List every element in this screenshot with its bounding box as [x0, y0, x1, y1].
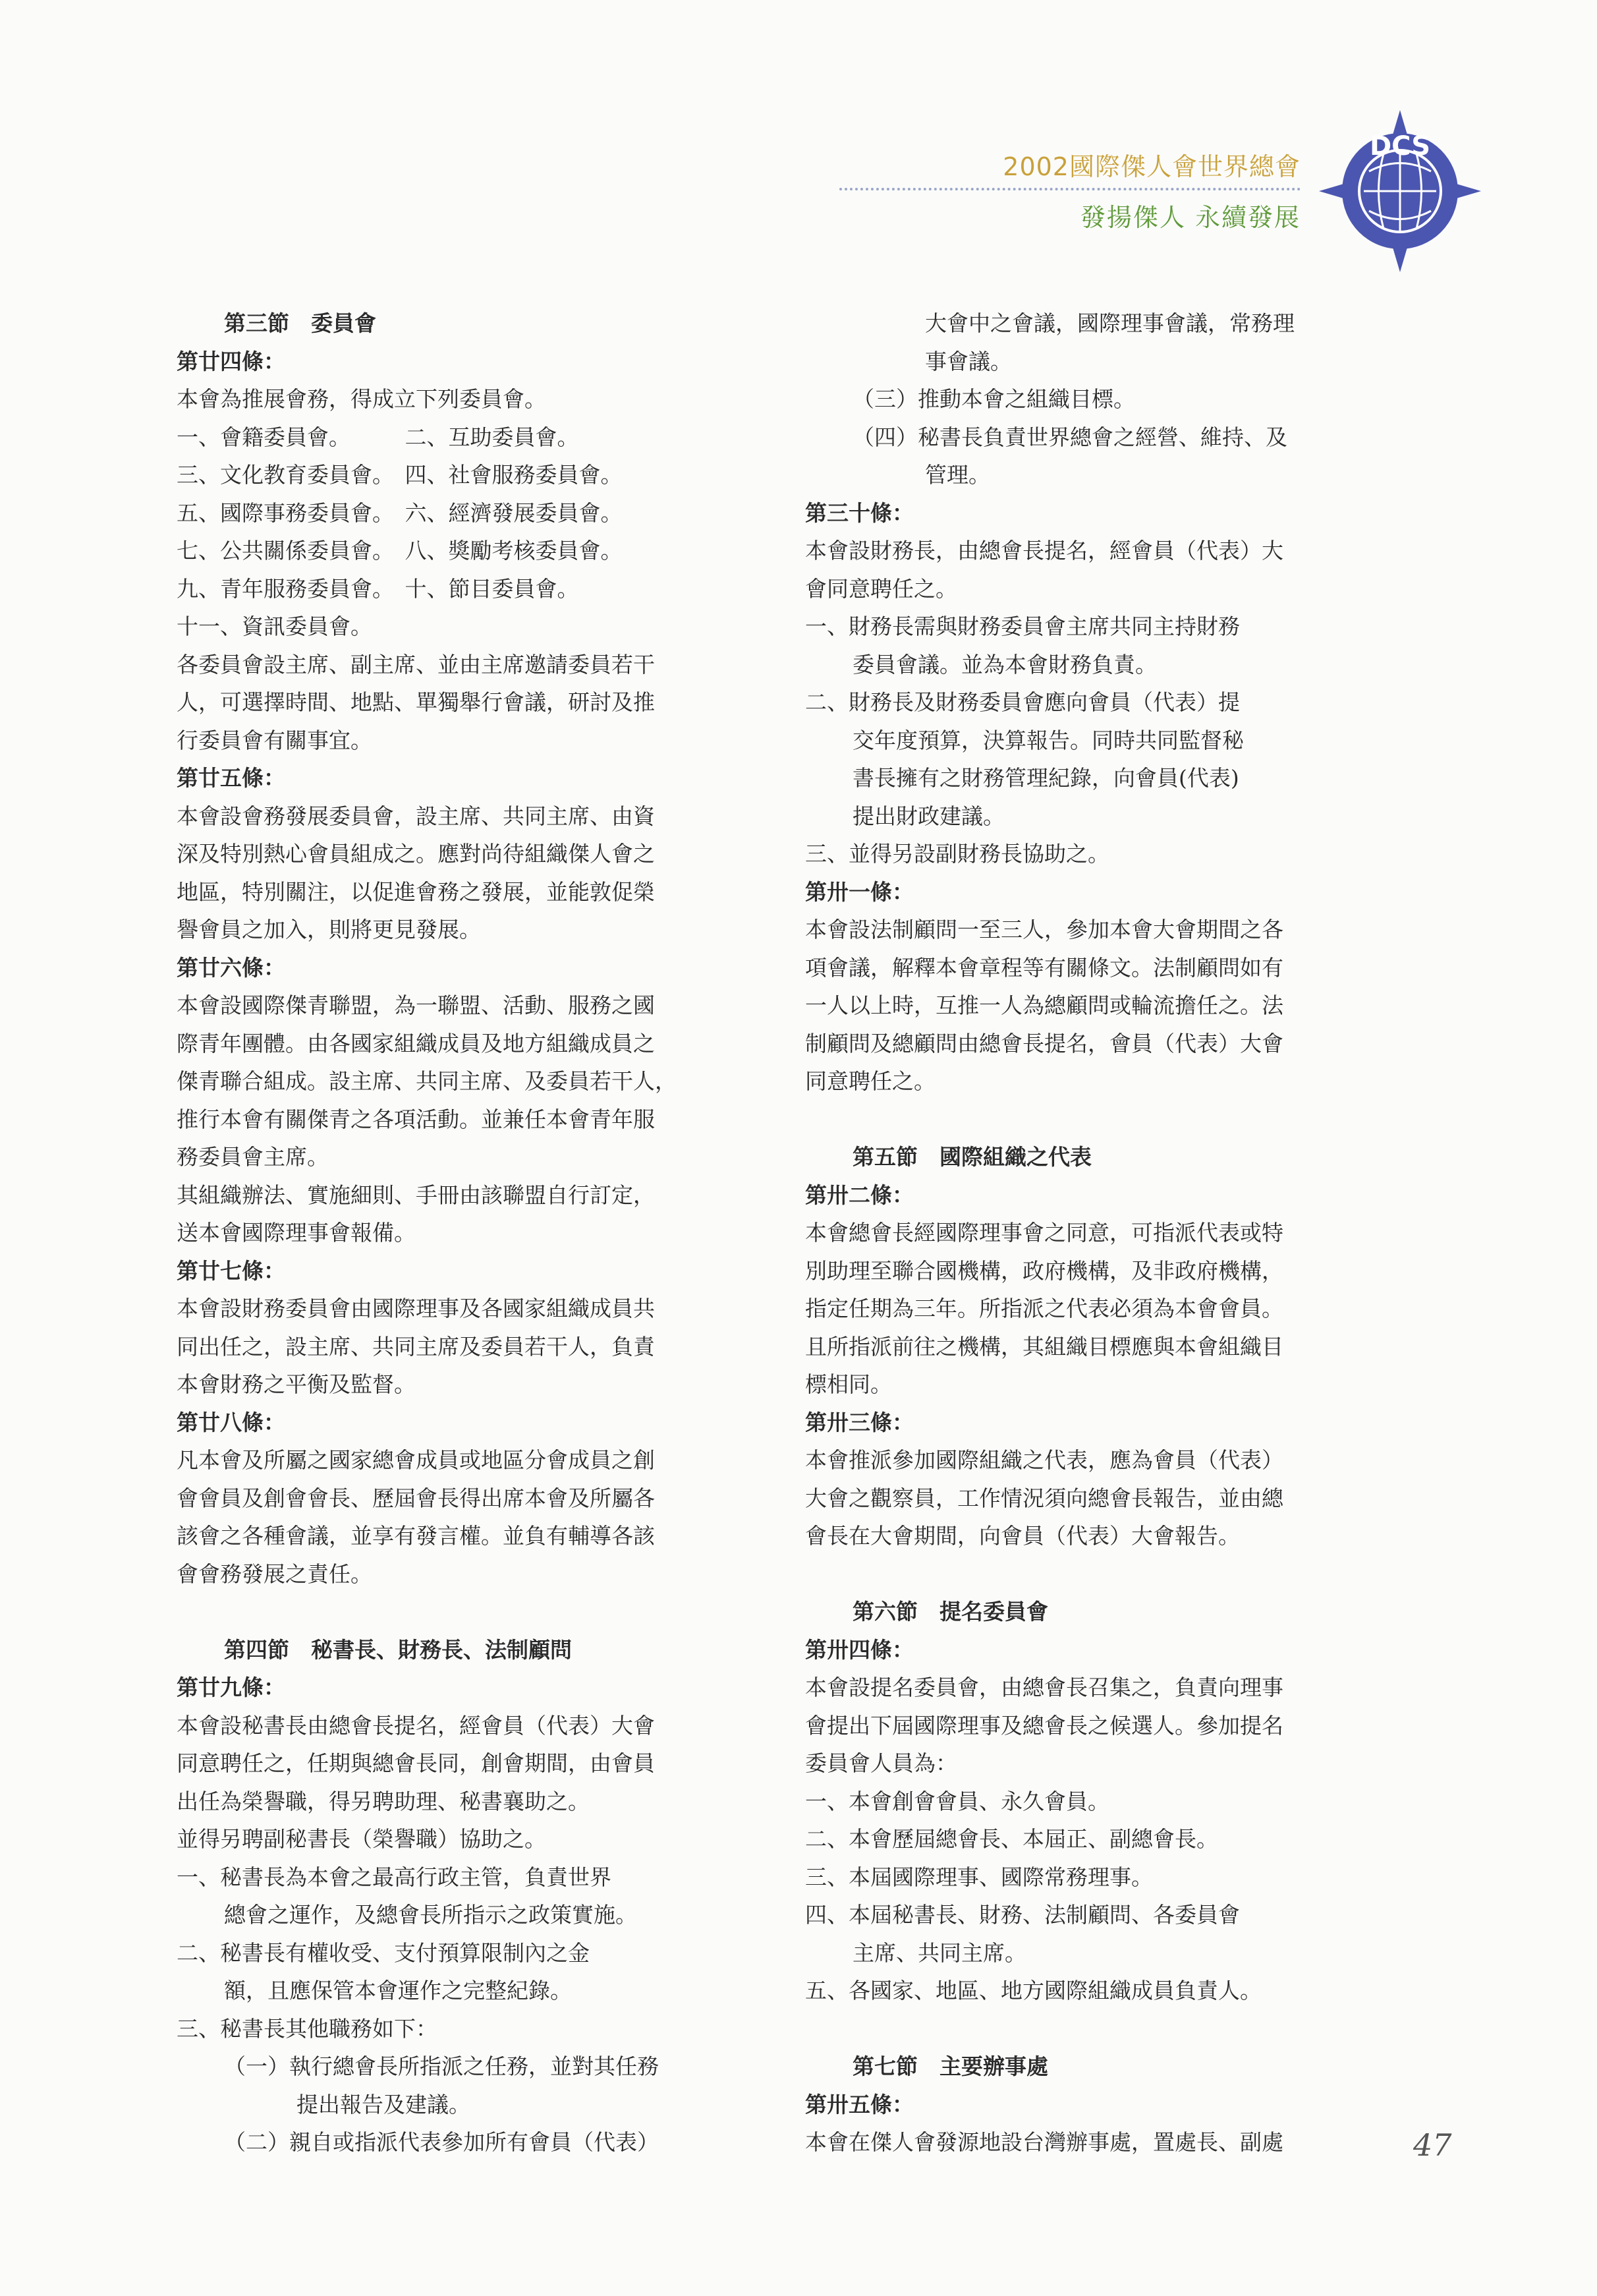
left-text-line: 一、秘書長為本會之最高行政主管，負責世界: [177, 1864, 611, 1890]
dcs-logo-icon: [1318, 109, 1482, 273]
right-text-line: 本會設財務長，由總會長提名，經會員（代表）大: [805, 538, 1283, 563]
right-spacer: [805, 2010, 1365, 2048]
left-text-line: 本會設財務委員會由國際理事及各國家組織成員共: [177, 1296, 655, 1321]
right-section-heading: 第五節 國際組織之代表: [853, 1144, 1092, 1170]
left-article-heading: 第廿八條：: [177, 1409, 285, 1435]
left-section-heading: 第三節 委員會: [224, 310, 376, 336]
logo-text: DCS: [1369, 131, 1431, 161]
page-header: [839, 146, 1301, 233]
right-text-line: 制顧問及總顧問由總會長提名，會員（代表）大會: [805, 1030, 1283, 1056]
right-text-line: 會同意聘任之。: [805, 575, 957, 602]
page-number: 47: [1413, 2127, 1452, 2163]
left-text-line: 二、秘書長有權收受、支付預算限制內之金: [177, 1939, 590, 1966]
right-text-line: 會提出下屆國際理事及總會長之候選人。參加提名: [805, 1712, 1283, 1738]
left-text-line: 人，可選擇時間、地點、單獨舉行會議，研討及推: [177, 689, 655, 715]
right-text-line: 大會之觀察員，工作情況須向總會長報告，並由總: [805, 1485, 1283, 1511]
left-text-line: 三、秘書長其他職務如下：: [177, 2015, 437, 2042]
left-text-line: 其組織辦法、實施細則、手冊由該聯盟自行訂定，: [177, 1182, 655, 1208]
left-text-line: 地區，特別關注，以促進會務之發展，並能敦促榮: [177, 878, 655, 905]
left-text-line: 務委員會主席。: [177, 1144, 329, 1170]
left-text-line: 本會財務之平衡及監督。: [177, 1371, 416, 1397]
right-text-line: 主席、共同主席。: [853, 1939, 1026, 1966]
right-spacer: [805, 1555, 1365, 1593]
left-text-line: 本會設國際傑青聯盟，為一聯盟、活動、服務之國: [177, 992, 655, 1018]
left-text-line: 深及特別熱心會員組成之。應對尚待組織傑人會之: [177, 841, 655, 867]
right-text-line: 一、本會創會會員、永久會員。: [805, 1788, 1109, 1814]
right-text-line: 指定任期為三年。所指派之代表必須為本會會員。: [805, 1296, 1283, 1321]
right-text-line: 二、本會歷屆總會長、本屆正、副總會長。: [805, 1826, 1218, 1852]
right-section-heading: 第六節 提名委員會: [853, 1599, 1048, 1624]
left-text-line: 並得另聘副秘書長（榮譽職）協助之。: [177, 1826, 546, 1852]
left-column: [177, 304, 737, 2162]
header-title: 2002國際傑人會世界總會: [839, 146, 1301, 190]
left-text-line: 五、國際事務委員會。 六、經濟發展委員會。: [177, 500, 623, 526]
left-text-line: 送本會國際理事會報備。: [177, 1220, 416, 1246]
left-text-line: 十一、資訊委員會。: [177, 614, 372, 639]
right-article-heading: 第卅一條：: [805, 878, 914, 905]
right-text-line: 且所指派前往之機構，其組織目標應與本會組織目: [805, 1333, 1283, 1360]
right-text-line: 大會中之會議，國際理事會議，常務理: [925, 310, 1295, 336]
left-text-line: 本會設會務發展委員會，設主席、共同主席、由資: [177, 803, 655, 829]
right-text-line: （三）推動本會之組織目標。: [853, 386, 1135, 412]
left-text-line: 額，且應保管本會運作之完整紀錄。: [224, 1978, 572, 2003]
left-article-heading: 第廿九條：: [177, 1675, 285, 1700]
right-text-line: 會長在大會期間，向會員（代表）大會報告。: [805, 1523, 1240, 1549]
left-text-line: 凡本會及所屬之國家總會成員或地區分會成員之創: [177, 1447, 655, 1473]
left-text-line: 推行本會有關傑青之各項活動。並兼任本會青年服: [177, 1106, 655, 1132]
right-text-line: 委員會議。並為本會財務負責。: [853, 651, 1157, 677]
left-text-line: （一）執行總會長所指派之任務，並對其任務: [224, 2053, 659, 2079]
left-text-line: 同意聘任之，任期與總會長同，創會期間，由會員: [177, 1750, 655, 1776]
left-article-heading: 第廿六條：: [177, 954, 285, 981]
right-text-line: 標相同。: [805, 1371, 892, 1397]
right-article-heading: 第卅三條：: [805, 1409, 914, 1435]
right-text-line: 三、並得另設副財務長協助之。: [805, 841, 1109, 867]
left-spacer: [177, 1593, 737, 1631]
left-section-heading: 第四節 秘書長、財務長、法制顧問: [224, 1636, 572, 1663]
left-text-line: 本會設秘書長由總會長提名，經會員（代表）大會: [177, 1712, 655, 1738]
left-text-line: 三、文化教育委員會。 四、社會服務委員會。: [177, 462, 623, 488]
left-text-line: 一、會籍委員會。 二、互助委員會。: [177, 424, 579, 450]
left-text-line: 傑青聯合組成。設主席、共同主席、及委員若干人，: [177, 1068, 677, 1094]
left-text-line: 提出報告及建議。: [296, 2091, 470, 2117]
right-text-line: 本會推派參加國際組織之代表，應為會員（代表）: [805, 1447, 1283, 1473]
right-text-line: 本會設提名委員會，由總會長召集之，負責向理事: [805, 1675, 1283, 1700]
right-text-line: 一、財務長需與財務委員會主席共同主持財務: [805, 614, 1240, 639]
right-text-line: 事會議。: [925, 348, 1012, 374]
right-text-line: 二、財務長及財務委員會應向會員（代表）提: [805, 689, 1240, 715]
left-article-heading: 第廿四條：: [177, 348, 285, 374]
left-text-line: 總會之運作，及總會長所指示之政策實施。: [224, 1902, 637, 1928]
left-text-line: 際青年團體。由各國家組織成員及地方組織成員之: [177, 1030, 655, 1056]
right-article-heading: 第卅五條：: [805, 2091, 914, 2117]
right-text-line: 本會在傑人會發源地設台灣辦事處，置處長、副處: [805, 2129, 1283, 2155]
left-text-line: 各委員會設主席、副主席、並由主席邀請委員若干: [177, 651, 655, 677]
right-text-line: 一人以上時，互推一人為總顧問或輪流擔任之。法: [805, 992, 1283, 1018]
right-text-line: 五、各國家、地區、地方國際組織成員負責人。: [805, 1978, 1262, 2003]
right-article-heading: 第三十條：: [805, 500, 914, 526]
right-text-line: 同意聘任之。: [805, 1068, 936, 1094]
right-column: [805, 304, 1365, 2162]
right-text-line: 委員會人員為：: [805, 1750, 957, 1776]
right-article-heading: 第卅二條：: [805, 1182, 914, 1208]
right-text-line: 三、本屆國際理事、國際常務理事。: [805, 1864, 1153, 1890]
right-text-line: 四、本屆秘書長、財務、法制顧問、各委員會: [805, 1902, 1240, 1928]
left-text-line: 譽會員之加入，則將更見發展。: [177, 917, 481, 942]
left-text-line: 該會之各種會議，並享有發言權。並負有輔導各該: [177, 1523, 655, 1549]
right-text-line: 管理。: [925, 462, 990, 488]
right-text-line: 別助理至聯合國機構，政府機構，及非政府機構，: [805, 1257, 1283, 1284]
right-text-line: 項會議，解釋本會章程等有關條文。法制顧問如有: [805, 954, 1283, 981]
left-text-line: 出任為榮譽職，得另聘助理、秘書襄助之。: [177, 1788, 590, 1814]
left-text-line: 七、公共關係委員會。 八、獎勵考核委員會。: [177, 538, 623, 563]
left-text-line: 行委員會有關事宜。: [177, 727, 372, 753]
right-text-line: （四）秘書長負責世界總會之經營、維持、及: [853, 424, 1287, 450]
right-article-heading: 第卅四條：: [805, 1636, 914, 1663]
right-text-line: 提出財政建議。: [853, 803, 1005, 829]
left-article-heading: 第廿五條：: [177, 765, 285, 791]
right-text-line: 本會設法制顧問一至三人，參加本會大會期間之各: [805, 917, 1283, 942]
right-text-line: 書長擁有之財務管理紀錄，向會員(代表): [853, 765, 1239, 791]
header-slogan: 發揚傑人 永續發展: [1080, 203, 1301, 232]
right-section-heading: 第七節 主要辦事處: [853, 2053, 1048, 2079]
left-text-line: 本會為推展會務，得成立下列委員會。: [177, 386, 546, 412]
right-text-line: 本會總會長經國際理事會之同意，可指派代表或特: [805, 1220, 1283, 1246]
left-text-line: 九、青年服務委員會。 十、節目委員會。: [177, 575, 579, 602]
left-text-line: （二）親自或指派代表參加所有會員（代表）: [224, 2129, 659, 2155]
left-article-heading: 第廿七條：: [177, 1257, 285, 1284]
left-text-line: 同出任之，設主席、共同主席及委員若干人，負責: [177, 1333, 655, 1360]
left-text-line: 會會員及創會會長、歷屆會長得出席本會及所屬各: [177, 1485, 655, 1511]
right-spacer: [805, 1101, 1365, 1139]
right-text-line: 交年度預算，決算報告。同時共同監督秘: [853, 727, 1244, 753]
left-text-line: 會會務發展之責任。: [177, 1561, 372, 1587]
